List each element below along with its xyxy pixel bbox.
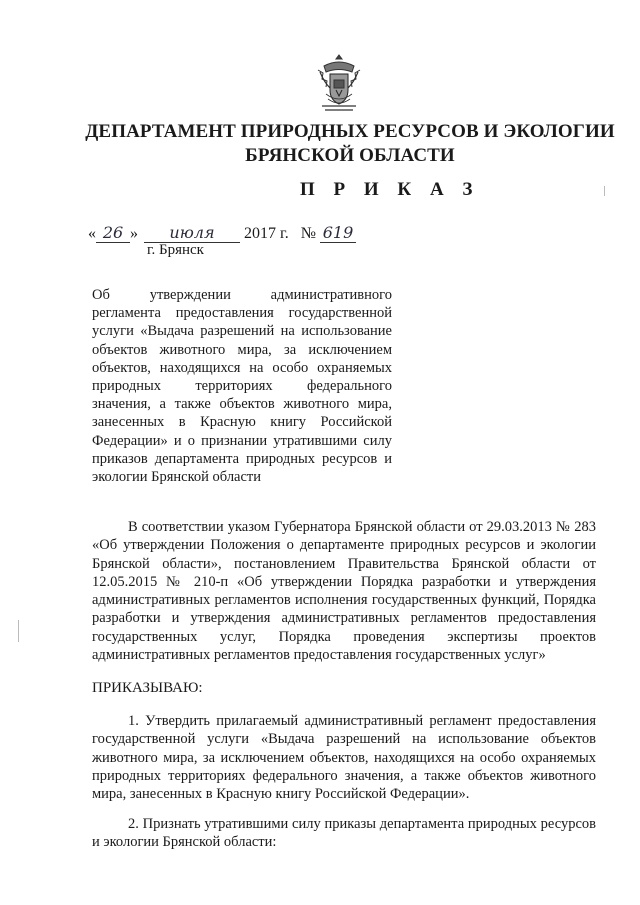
number-label: № bbox=[300, 225, 317, 242]
open-quote: « bbox=[88, 225, 96, 242]
scan-mark bbox=[18, 620, 19, 642]
order-word: ПРИКАЗЫВАЮ: bbox=[92, 680, 203, 696]
coat-of-arms-icon bbox=[316, 52, 362, 114]
order-item-2: 2. Признать утратившими силу приказы департамента природных ресурсов и экологии Брянской области: bbox=[92, 816, 596, 851]
document-number: 619 bbox=[320, 223, 356, 243]
subject-block: Об утверждении административного регламента предоставления государственной услуги «Выдача разрешений на использование объектов животного мира, за исключением объектов, находящихся на особо охраняемых природных территориях федерального значения, а также объектов животного мира, занесенных в Красную книгу Российской Федерации» и о признании утратившими силу приказов департамента природных ресурсов и экологии Брянской области bbox=[92, 287, 392, 486]
close-quote: » bbox=[130, 225, 138, 242]
department-line-2: БРЯНСКОЙ ОБЛАСТИ bbox=[245, 145, 455, 166]
date-day: 26 bbox=[96, 223, 130, 243]
order-item-1: 1. Утвердить прилагаемый административный регламент предоставления государственной услуги «Выдача разрешений на использование объектов животного мира, за исключением объектов, находящихся на особо охраняемых природных территориях федерального значения, а также объектов животного мира, занесенных в Красную книгу Российской Федерации». bbox=[92, 713, 596, 803]
date-year: 2017 г. bbox=[244, 225, 289, 242]
department-line-1: ДЕПАРТАМЕНТ ПРИРОДНЫХ РЕСУРСОВ И ЭКОЛОГИИ bbox=[85, 121, 615, 142]
scan-mark bbox=[604, 186, 605, 196]
city: г. Брянск bbox=[147, 242, 204, 258]
doc-type-title: П Р И К А З bbox=[300, 179, 480, 200]
date-month: июля bbox=[144, 223, 240, 243]
date-line bbox=[88, 223, 356, 245]
preamble-paragraph: В соответствии указом Губернатора Брянской области от 29.03.2013 № 283 «Об утверждении Положения о департаменте природных ресурсов и экологии Брянской области», постановлением Правительства Брянской области от 12.05.2015 № 210-п «Об утверждении Порядка разработки и утверждения административных регламентов исполнения государственных функций, Порядка разработки и утверждения административных регламентов предоставления государственных услуг, Порядка проведения экспертизы проектов административных регламентов предоставления государственных услуг» bbox=[92, 519, 596, 664]
department-name bbox=[60, 120, 640, 168]
